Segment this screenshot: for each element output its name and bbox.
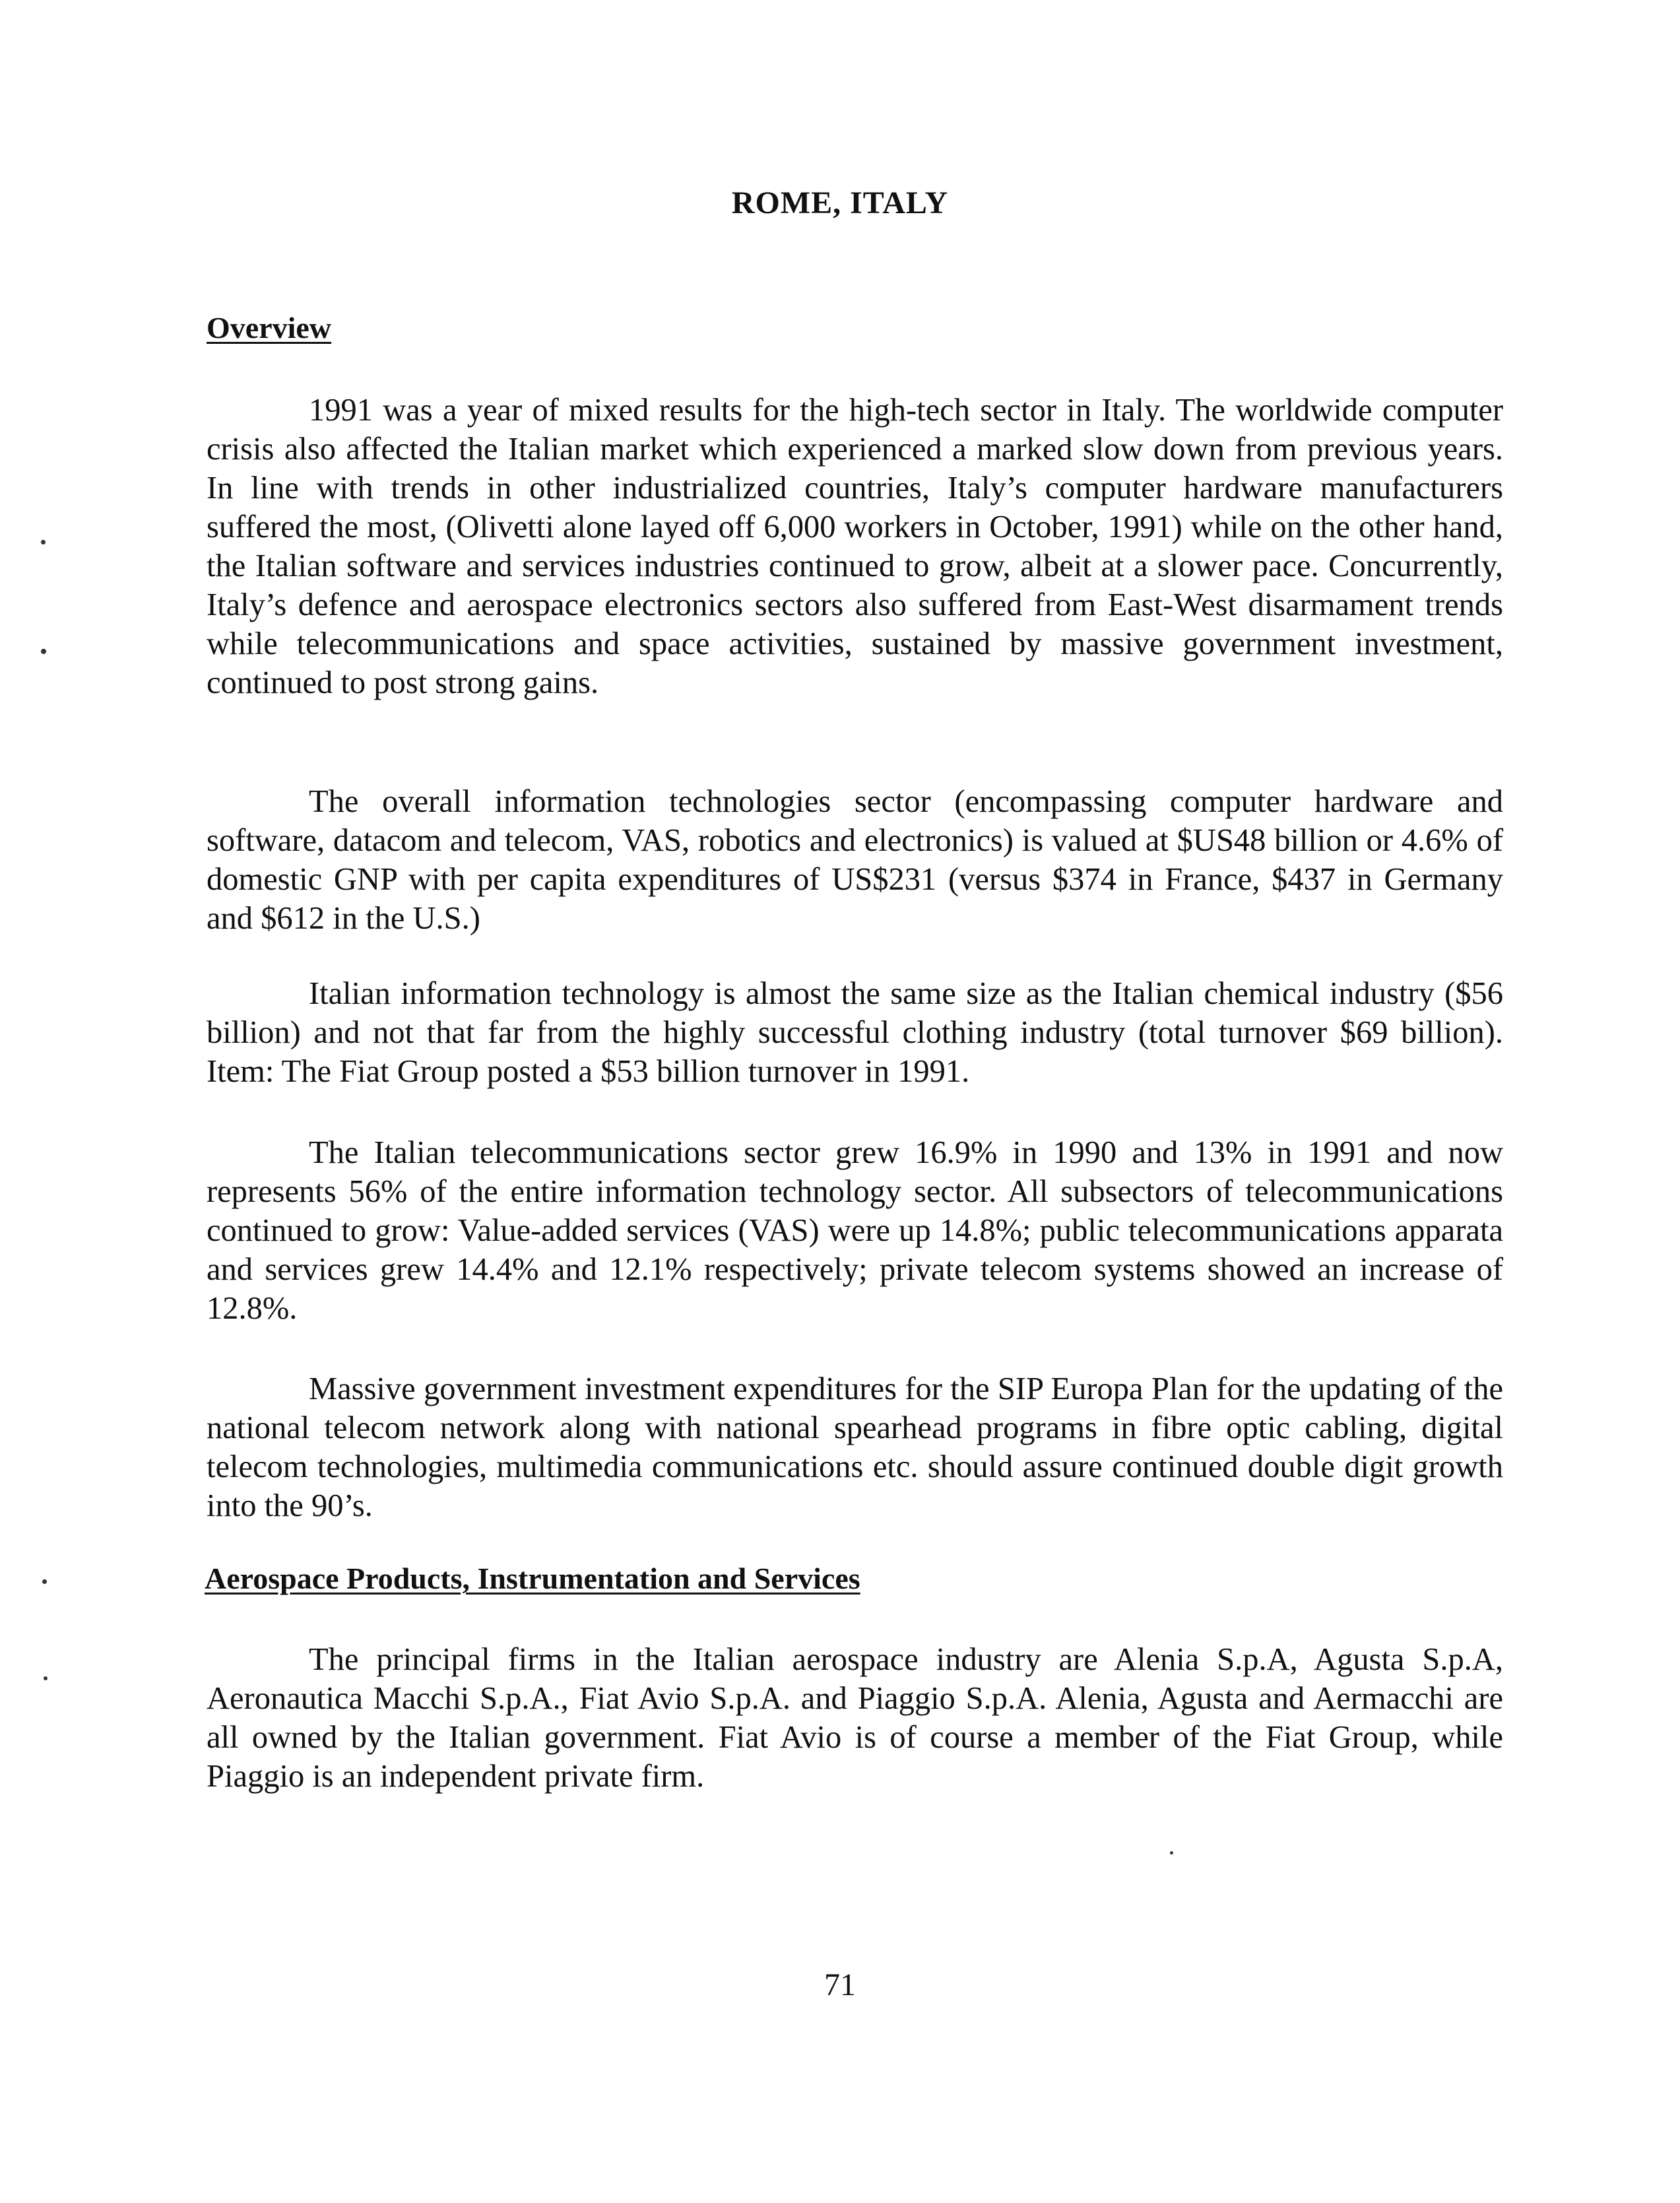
paragraph-overview-1: 1991 was a year of mixed results for the high-tech sector in Italy. The worldwide computer crisis also affected the Italian market which experienced a marked slow down from previous years. In line with trends in other industrialized countries, Italy’s computer hardware manufacturers suffered the most, (Olivetti alone layed off 6,000 workers in October, 1991) while on the other hand, the Italian software and services industries continued to grow, albeit at a slower pace. Concurrently, Italy’s defence and aerospace electronics sectors also suffered from East-West disarmament trends while telecommunications and space activities, sustained by massive government investment, continued to post strong gains.: [207, 393, 1503, 700]
scan-speck: [42, 1579, 47, 1584]
paragraph-overview-5: Massive government investment expenditures for the SIP Europa Plan for the updating of the national telecom network along with national spearhead programs in fibre optic cabling, digital telecom technologies, multimedia communications etc. should assure continued double digit growth into the 90’s.: [207, 1371, 1503, 1523]
paragraph-overview-4: The Italian telecommunications sector grew 16.9% in 1990 and 13% in 1991 and now represents 56% of the entire information technology sector. All subsectors of telecommunications continued to grow: Value-added services (VAS) were up 14.8%; public telecommunications apparata and services grew 14.4% and 12.1% respectively; private telecom systems showed an increase of 12.8%.: [207, 1135, 1503, 1326]
scan-speck: [1170, 1851, 1173, 1855]
page-title: ROME, ITALY: [731, 185, 949, 220]
scan-speck: [41, 540, 46, 544]
section-heading-aerospace: Aerospace Products, Instrumentation and Services: [205, 1562, 860, 1595]
scan-speck: [44, 1676, 48, 1680]
scan-speck: [41, 649, 46, 654]
paragraph-aerospace-1: The principal firms in the Italian aerospace industry are Alenia S.p.A, Agusta S.p.A, Aeronautica Macchi S.p.A., Fiat Avio S.p.A. and Piaggio S.p.A. Alenia, Agusta and Aermacchi are all owned by the Italian government. Fiat Avio is of course a member of the Fiat Group, while Piaggio is an independent private firm.: [207, 1642, 1503, 1794]
paragraph-overview-2: The overall information technologies sector (encompassing computer hardware and software, datacom and telecom, VAS, robotics and electronics) is valued at $US48 billion or 4.6% of domestic GNP with per capita expenditures of US$231 (versus $374 in France, $437 in Germany and $612 in the U.S.): [207, 784, 1503, 936]
paragraph-overview-3: Italian information technology is almost the same size as the Italian chemical industry ($56 billion) and not that far from the highly successful clothing industry (total turnover $69 billion). Item: The Fiat Group posted a $53 billion turnover in 1991.: [207, 976, 1503, 1089]
page-number: 71: [824, 1967, 856, 2002]
section-heading-overview: Overview: [207, 311, 332, 345]
